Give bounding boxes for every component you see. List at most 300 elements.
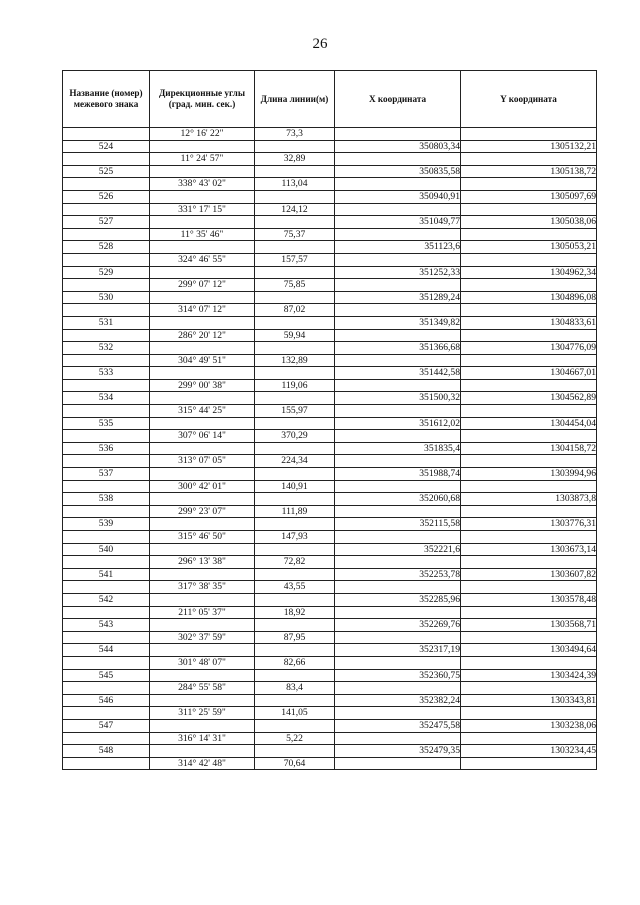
bearing-angle-cell: 304° 49' 51" [150,354,255,367]
x-coordinate-cell [335,757,461,770]
x-coordinate-cell: 352269,76 [335,619,461,632]
line-length-cell [255,442,335,455]
bearing-angle-cell [150,719,255,732]
marker-name-cell: 544 [63,644,150,657]
line-length-cell [255,241,335,254]
marker-name-cell: 534 [63,392,150,405]
bearing-angle-cell: 301° 48' 07" [150,656,255,669]
marker-name-cell: 547 [63,719,150,732]
bearing-angle-cell [150,619,255,632]
marker-name-cell: 533 [63,367,150,380]
x-coordinate-cell [335,304,461,317]
line-length-cell: 72,82 [255,556,335,569]
table-row [63,531,597,544]
boundary-coordinates-table [62,70,597,770]
bearing-angle-cell [150,669,255,682]
y-coordinate-cell: 1305138,72 [461,165,597,178]
y-coordinate-cell [461,480,597,493]
table-row [63,392,597,405]
table-row [63,493,597,506]
marker-name-cell [63,279,150,292]
y-coordinate-cell [461,178,597,191]
y-coordinate-cell: 1304562,89 [461,392,597,405]
x-coordinate-cell: 352479,35 [335,745,461,758]
bearing-angle-cell [150,216,255,229]
marker-name-cell [63,480,150,493]
y-coordinate-cell [461,631,597,644]
header-marker-name: Название (номер) межевого знака [63,71,150,128]
y-coordinate-cell [461,153,597,166]
table-row [63,518,597,531]
line-length-cell: 87,95 [255,631,335,644]
header-bearing-angle: Дирекционные углы (град. мин. сек.) [150,71,255,128]
y-coordinate-cell: 1305038,06 [461,216,597,229]
x-coordinate-cell [335,178,461,191]
y-coordinate-cell: 1304776,09 [461,342,597,355]
header-y-coordinate: Y координата [461,71,597,128]
bearing-angle-cell [150,543,255,556]
line-length-cell: 147,93 [255,531,335,544]
table-row [63,153,597,166]
line-length-cell [255,619,335,632]
table-row [63,329,597,342]
table-row [63,266,597,279]
bearing-angle-cell: 211° 05' 37" [150,606,255,619]
marker-name-cell: 541 [63,568,150,581]
line-length-cell: 59,94 [255,329,335,342]
x-coordinate-cell: 352253,78 [335,568,461,581]
line-length-cell [255,140,335,153]
line-length-cell [255,745,335,758]
bearing-angle-cell: 307° 06' 14" [150,430,255,443]
x-coordinate-cell: 351366,68 [335,342,461,355]
line-length-cell: 82,66 [255,656,335,669]
x-coordinate-cell [335,707,461,720]
marker-name-cell: 530 [63,291,150,304]
table-row [63,279,597,292]
table-row [63,505,597,518]
marker-name-cell [63,405,150,418]
marker-name-cell [63,581,150,594]
bearing-angle-cell: 296° 13' 38" [150,556,255,569]
table-row [63,253,597,266]
bearing-angle-cell: 286° 20' 12" [150,329,255,342]
line-length-cell [255,190,335,203]
x-coordinate-cell [335,430,461,443]
line-length-cell: 70,64 [255,757,335,770]
marker-name-cell [63,631,150,644]
line-length-cell: 157,57 [255,253,335,266]
line-length-cell [255,518,335,531]
bearing-angle-cell [150,442,255,455]
bearing-angle-cell: 11° 35' 46" [150,228,255,241]
bearing-angle-cell [150,190,255,203]
y-coordinate-cell: 1303673,14 [461,543,597,556]
x-coordinate-cell: 351988,74 [335,468,461,481]
y-coordinate-cell [461,405,597,418]
x-coordinate-cell: 352317,19 [335,644,461,657]
table-row [63,455,597,468]
y-coordinate-cell [461,379,597,392]
table-row [63,694,597,707]
line-length-cell: 224,34 [255,455,335,468]
y-coordinate-cell: 1304962,34 [461,266,597,279]
table-row [63,543,597,556]
y-coordinate-cell [461,757,597,770]
y-coordinate-cell: 1305053,21 [461,241,597,254]
table-row [63,316,597,329]
x-coordinate-cell: 352382,24 [335,694,461,707]
table-row [63,379,597,392]
table-row [63,354,597,367]
table-row [63,669,597,682]
table-row [63,719,597,732]
table-header-row [63,71,597,128]
y-coordinate-cell: 1303578,48 [461,593,597,606]
y-coordinate-cell [461,556,597,569]
line-length-cell: 370,29 [255,430,335,443]
line-length-cell [255,165,335,178]
marker-name-cell [63,556,150,569]
line-length-cell [255,291,335,304]
bearing-angle-cell: 302° 37' 59" [150,631,255,644]
bearing-angle-cell [150,644,255,657]
line-length-cell: 75,37 [255,228,335,241]
y-coordinate-cell [461,656,597,669]
x-coordinate-cell: 352285,96 [335,593,461,606]
table-row [63,606,597,619]
x-coordinate-cell: 350940,91 [335,190,461,203]
line-length-cell [255,493,335,506]
y-coordinate-cell: 1304896,08 [461,291,597,304]
x-coordinate-cell: 351500,32 [335,392,461,405]
table-row [63,228,597,241]
bearing-angle-cell: 314° 07' 12" [150,304,255,317]
y-coordinate-cell [461,707,597,720]
line-length-cell: 141,05 [255,707,335,720]
y-coordinate-cell: 1304454,04 [461,417,597,430]
marker-name-cell [63,379,150,392]
line-length-cell [255,417,335,430]
x-coordinate-cell [335,581,461,594]
x-coordinate-cell [335,379,461,392]
y-coordinate-cell [461,455,597,468]
table-row [63,707,597,720]
table-row [63,216,597,229]
line-length-cell: 32,89 [255,153,335,166]
table-row [63,745,597,758]
line-length-cell: 140,91 [255,480,335,493]
y-coordinate-cell [461,682,597,695]
bearing-angle-cell: 317° 38' 35" [150,581,255,594]
marker-name-cell: 525 [63,165,150,178]
y-coordinate-cell: 1303607,82 [461,568,597,581]
table-row [63,442,597,455]
x-coordinate-cell [335,682,461,695]
y-coordinate-cell: 1303424,39 [461,669,597,682]
line-length-cell: 75,85 [255,279,335,292]
y-coordinate-cell [461,531,597,544]
x-coordinate-cell: 351289,24 [335,291,461,304]
marker-name-cell [63,128,150,141]
y-coordinate-cell: 1303494,64 [461,644,597,657]
bearing-angle-cell: 314° 42' 48" [150,757,255,770]
x-coordinate-cell [335,354,461,367]
bearing-angle-cell [150,493,255,506]
marker-name-cell [63,531,150,544]
x-coordinate-cell: 351123,6 [335,241,461,254]
line-length-cell [255,367,335,380]
x-coordinate-cell [335,656,461,669]
bearing-angle-cell [150,316,255,329]
y-coordinate-cell: 1303994,96 [461,468,597,481]
marker-name-cell: 539 [63,518,150,531]
marker-name-cell [63,732,150,745]
bearing-angle-cell [150,468,255,481]
bearing-angle-cell: 299° 07' 12" [150,279,255,292]
bearing-angle-cell [150,745,255,758]
line-length-cell: 113,04 [255,178,335,191]
table-row [63,165,597,178]
x-coordinate-cell [335,556,461,569]
marker-name-cell: 545 [63,669,150,682]
table-row [63,619,597,632]
bearing-angle-cell: 12° 16' 22" [150,128,255,141]
y-coordinate-cell: 1304158,72 [461,442,597,455]
y-coordinate-cell [461,505,597,518]
table-row [63,342,597,355]
y-coordinate-cell [461,606,597,619]
line-length-cell [255,593,335,606]
table-row [63,178,597,191]
table-row [63,190,597,203]
table-row [63,556,597,569]
table-row [63,644,597,657]
y-coordinate-cell: 1303776,31 [461,518,597,531]
y-coordinate-cell [461,732,597,745]
y-coordinate-cell: 1305097,69 [461,190,597,203]
table-row [63,480,597,493]
table-row [63,682,597,695]
table-row [63,732,597,745]
page-number: 26 [312,36,328,52]
table-row [63,430,597,443]
table-row [63,757,597,770]
bearing-angle-cell [150,266,255,279]
line-length-cell [255,468,335,481]
marker-name-cell: 527 [63,216,150,229]
marker-name-cell: 526 [63,190,150,203]
marker-name-cell: 542 [63,593,150,606]
table-row [63,581,597,594]
marker-name-cell: 543 [63,619,150,632]
y-coordinate-cell [461,228,597,241]
table-row [63,203,597,216]
marker-name-cell: 536 [63,442,150,455]
bearing-angle-cell: 316° 14' 31" [150,732,255,745]
line-length-cell: 132,89 [255,354,335,367]
y-coordinate-cell [461,203,597,216]
line-length-cell [255,669,335,682]
line-length-cell: 18,92 [255,606,335,619]
x-coordinate-cell: 351349,82 [335,316,461,329]
y-coordinate-cell: 1303238,06 [461,719,597,732]
marker-name-cell [63,178,150,191]
marker-name-cell [63,203,150,216]
x-coordinate-cell: 352115,58 [335,518,461,531]
y-coordinate-cell [461,430,597,443]
line-length-cell [255,543,335,556]
line-length-cell: 83,4 [255,682,335,695]
x-coordinate-cell [335,253,461,266]
table-row [63,241,597,254]
bearing-angle-cell: 315° 46' 50" [150,531,255,544]
x-coordinate-cell [335,480,461,493]
marker-name-cell [63,455,150,468]
line-length-cell [255,216,335,229]
line-length-cell: 119,06 [255,379,335,392]
y-coordinate-cell [461,354,597,367]
header-x-coordinate: X координата [335,71,461,128]
y-coordinate-cell [461,128,597,141]
marker-name-cell: 538 [63,493,150,506]
x-coordinate-cell: 352221,6 [335,543,461,556]
table-row [63,405,597,418]
table-body [63,128,597,770]
bearing-angle-cell [150,342,255,355]
bearing-angle-cell: 331° 17' 15" [150,203,255,216]
marker-name-cell: 532 [63,342,150,355]
y-coordinate-cell: 1303568,71 [461,619,597,632]
x-coordinate-cell [335,203,461,216]
x-coordinate-cell [335,455,461,468]
x-coordinate-cell [335,631,461,644]
table-row [63,128,597,141]
marker-name-cell [63,682,150,695]
bearing-angle-cell: 11° 24' 57" [150,153,255,166]
x-coordinate-cell: 351612,02 [335,417,461,430]
marker-name-cell [63,707,150,720]
table-row [63,568,597,581]
marker-name-cell: 537 [63,468,150,481]
table-row [63,593,597,606]
bearing-angle-cell [150,568,255,581]
bearing-angle-cell [150,392,255,405]
x-coordinate-cell [335,228,461,241]
line-length-cell [255,392,335,405]
table-row [63,291,597,304]
x-coordinate-cell: 351442,58 [335,367,461,380]
line-length-cell: 87,02 [255,304,335,317]
marker-name-cell: 528 [63,241,150,254]
bearing-angle-cell: 299° 23' 07" [150,505,255,518]
x-coordinate-cell [335,329,461,342]
line-length-cell: 111,89 [255,505,335,518]
line-length-cell: 155,97 [255,405,335,418]
marker-name-cell: 546 [63,694,150,707]
marker-name-cell: 535 [63,417,150,430]
y-coordinate-cell: 1303873,8 [461,493,597,506]
marker-name-cell [63,329,150,342]
y-coordinate-cell [461,329,597,342]
marker-name-cell [63,354,150,367]
bearing-angle-cell [150,367,255,380]
marker-name-cell: 548 [63,745,150,758]
marker-name-cell: 524 [63,140,150,153]
marker-name-cell: 540 [63,543,150,556]
bearing-angle-cell [150,593,255,606]
y-coordinate-cell [461,304,597,317]
x-coordinate-cell: 352360,75 [335,669,461,682]
x-coordinate-cell: 351252,33 [335,266,461,279]
bearing-angle-cell [150,291,255,304]
x-coordinate-cell [335,405,461,418]
bearing-angle-cell [150,694,255,707]
marker-name-cell: 531 [63,316,150,329]
y-coordinate-cell: 1304833,61 [461,316,597,329]
line-length-cell: 73,3 [255,128,335,141]
line-length-cell [255,694,335,707]
x-coordinate-cell [335,732,461,745]
line-length-cell [255,568,335,581]
table-row [63,468,597,481]
y-coordinate-cell [461,253,597,266]
bearing-angle-cell [150,417,255,430]
line-length-cell [255,644,335,657]
table-row [63,631,597,644]
x-coordinate-cell: 351835,4 [335,442,461,455]
bearing-angle-cell: 338° 43' 02" [150,178,255,191]
bearing-angle-cell: 313° 07' 05" [150,455,255,468]
x-coordinate-cell [335,153,461,166]
bearing-angle-cell: 324° 46' 55" [150,253,255,266]
table-row [63,656,597,669]
marker-name-cell [63,253,150,266]
marker-name-cell [63,505,150,518]
table-row [63,140,597,153]
marker-name-cell [63,757,150,770]
bearing-angle-cell: 284° 55' 58" [150,682,255,695]
x-coordinate-cell: 351049,77 [335,216,461,229]
y-coordinate-cell: 1303343,81 [461,694,597,707]
bearing-angle-cell [150,518,255,531]
table-row [63,417,597,430]
line-length-cell: 43,55 [255,581,335,594]
y-coordinate-cell: 1304667,01 [461,367,597,380]
header-line-length: Длина линии(м) [255,71,335,128]
line-length-cell [255,266,335,279]
y-coordinate-cell [461,581,597,594]
line-length-cell [255,719,335,732]
y-coordinate-cell [461,279,597,292]
line-length-cell: 5,22 [255,732,335,745]
x-coordinate-cell [335,606,461,619]
x-coordinate-cell [335,505,461,518]
y-coordinate-cell: 1303234,45 [461,745,597,758]
x-coordinate-cell: 350803,34 [335,140,461,153]
marker-name-cell [63,228,150,241]
bearing-angle-cell [150,165,255,178]
line-length-cell [255,342,335,355]
line-length-cell [255,316,335,329]
x-coordinate-cell: 352060,68 [335,493,461,506]
bearing-angle-cell: 315° 44' 25" [150,405,255,418]
bearing-angle-cell: 300° 42' 01" [150,480,255,493]
x-coordinate-cell: 350835,58 [335,165,461,178]
marker-name-cell [63,304,150,317]
bearing-angle-cell: 299° 00' 38" [150,379,255,392]
x-coordinate-cell [335,531,461,544]
